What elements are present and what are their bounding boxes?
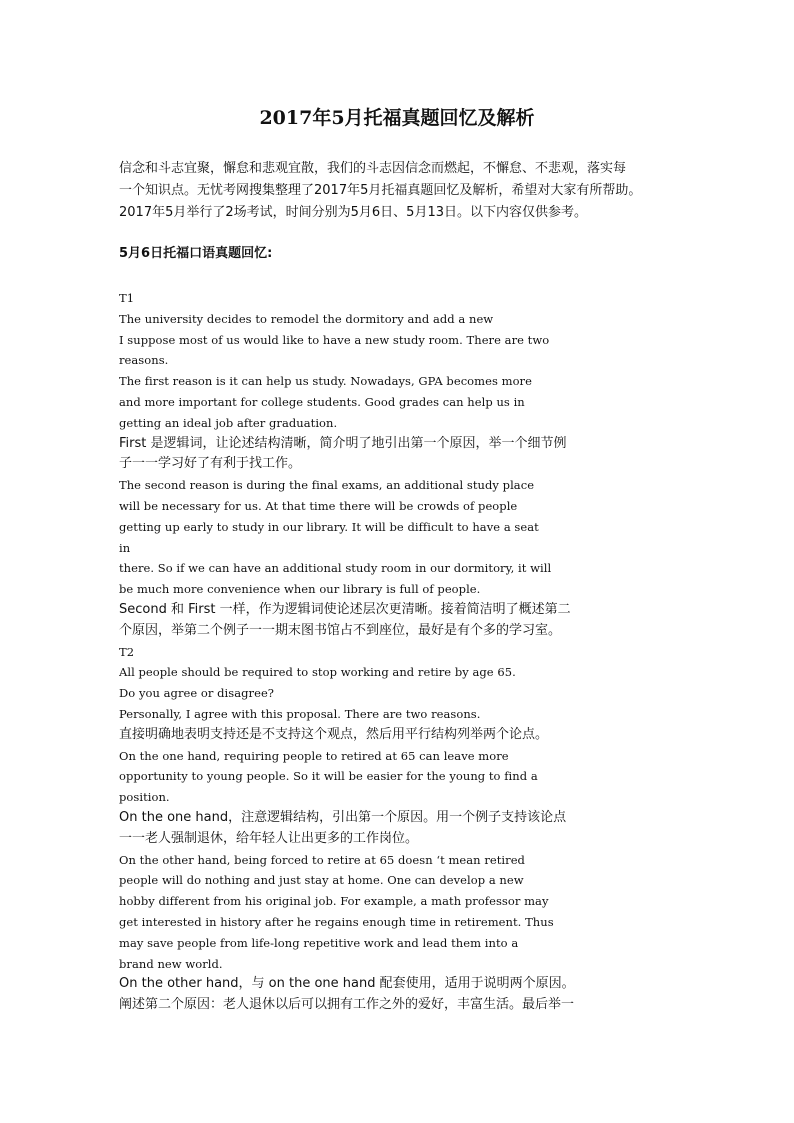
body-line: in bbox=[119, 540, 131, 555]
body-text bbox=[119, 288, 679, 1016]
body-line: reasons. bbox=[119, 353, 169, 368]
body-line: and more important for college students. Good grades can help us in bbox=[119, 394, 525, 409]
body-line: Personally, I agree with this proposal. There are two reasons. bbox=[119, 706, 481, 721]
body-line: people will do nothing and just stay at home. One can develop a new bbox=[119, 873, 524, 888]
body-line: there. So if we can have an additional study room in our dormitory, it will bbox=[119, 561, 552, 576]
body-line: Second 和 First 一样，作为逻辑词使论述层次更清晰。接着简洁明了概述第二 bbox=[119, 601, 571, 617]
body-line: hobby different from his original job. For example, a math professor may bbox=[119, 894, 549, 909]
body-line: getting up early to study in our library. It will be difficult to have a seat bbox=[119, 519, 539, 534]
intro-line: 一个知识点。无忧考网搜集整理了2017年5月托福真题回忆及解析，希望对大家有所帮助。 bbox=[119, 183, 642, 198]
body-line: will be necessary for us. At that time there will be crowds of people bbox=[119, 498, 518, 513]
body-line: T1 bbox=[119, 291, 135, 305]
body-line: All people should be required to stop working and retire by age 65. bbox=[119, 665, 516, 680]
body-line: The first reason is it can help us study. Nowadays, GPA becomes more bbox=[119, 374, 532, 389]
intro-line: 信念和斗志宜聚，懈怠和悲观宜散，我们的斗志因信念而燃起，不懈怠、不悲观，落实每 bbox=[119, 161, 627, 176]
body-line: On the one hand, requiring people to retired at 65 can leave more bbox=[119, 748, 509, 763]
body-line: The university decides to remodel the dormitory and add a new bbox=[119, 311, 494, 326]
section-heading: 5月6日托福口语真题回忆: bbox=[119, 246, 273, 261]
body-line: may save people from life-long repetitive work and lead them into a bbox=[119, 935, 519, 950]
body-line: 直接明确地表明支持还是不支持这个观点，然后用平行结构列举两个论点。 bbox=[119, 726, 549, 742]
body-line: The second reason is during the final exams, an additional study place bbox=[119, 478, 535, 493]
body-line: be much more convenience when our library is full of people. bbox=[119, 582, 481, 597]
body-line: T2 bbox=[119, 644, 135, 659]
body-line: brand new world. bbox=[119, 956, 223, 971]
document-title: 2017年5月托福真题回忆及解析 bbox=[259, 107, 535, 129]
body-line: On the one hand，注意逻辑结构，引出第一个原因。用一个例子支持该论点 bbox=[119, 809, 567, 825]
body-line: get interested in history after he regains enough time in retirement. Thus bbox=[119, 914, 554, 929]
body-line: 一一老人强制退休，给年轻人让出更多的工作岗位。 bbox=[119, 830, 419, 846]
body-line: First 是逻辑词，让论述结构清晰，简介明了地引出第一个原因，举一个细节例 bbox=[119, 435, 567, 451]
intro-line: 2017年5月举行了2场考试，时间分别为5月6日、5月13日。以下内容仅供参考。 bbox=[119, 205, 587, 220]
body-line: 个原因，举第二个例子一一期末图书馆占不到座位，最好是有个多的学习室。 bbox=[119, 622, 562, 638]
intro-paragraph bbox=[119, 158, 641, 224]
body-line: opportunity to young people. So it will be easier for the young to find a bbox=[119, 769, 538, 784]
body-line: 子一一学习好了有利于找工作。 bbox=[119, 456, 302, 472]
body-line: 阐述第二个原因：老人退休以后可以拥有工作之外的爱好，丰富生活。最后举一 bbox=[119, 997, 575, 1013]
body-line: I suppose most of us would like to have a new study room. There are two bbox=[119, 332, 550, 347]
body-line: getting an ideal job after graduation. bbox=[119, 415, 338, 430]
body-line: On the other hand, being forced to retire at 65 doesn ‘t mean retired bbox=[119, 852, 525, 867]
body-line: position. bbox=[119, 790, 170, 805]
body-line: On the other hand，与 on the one hand 配套使用，适用于说明两个原因。 bbox=[119, 976, 575, 992]
body-line: Do you agree or disagree? bbox=[119, 686, 275, 701]
